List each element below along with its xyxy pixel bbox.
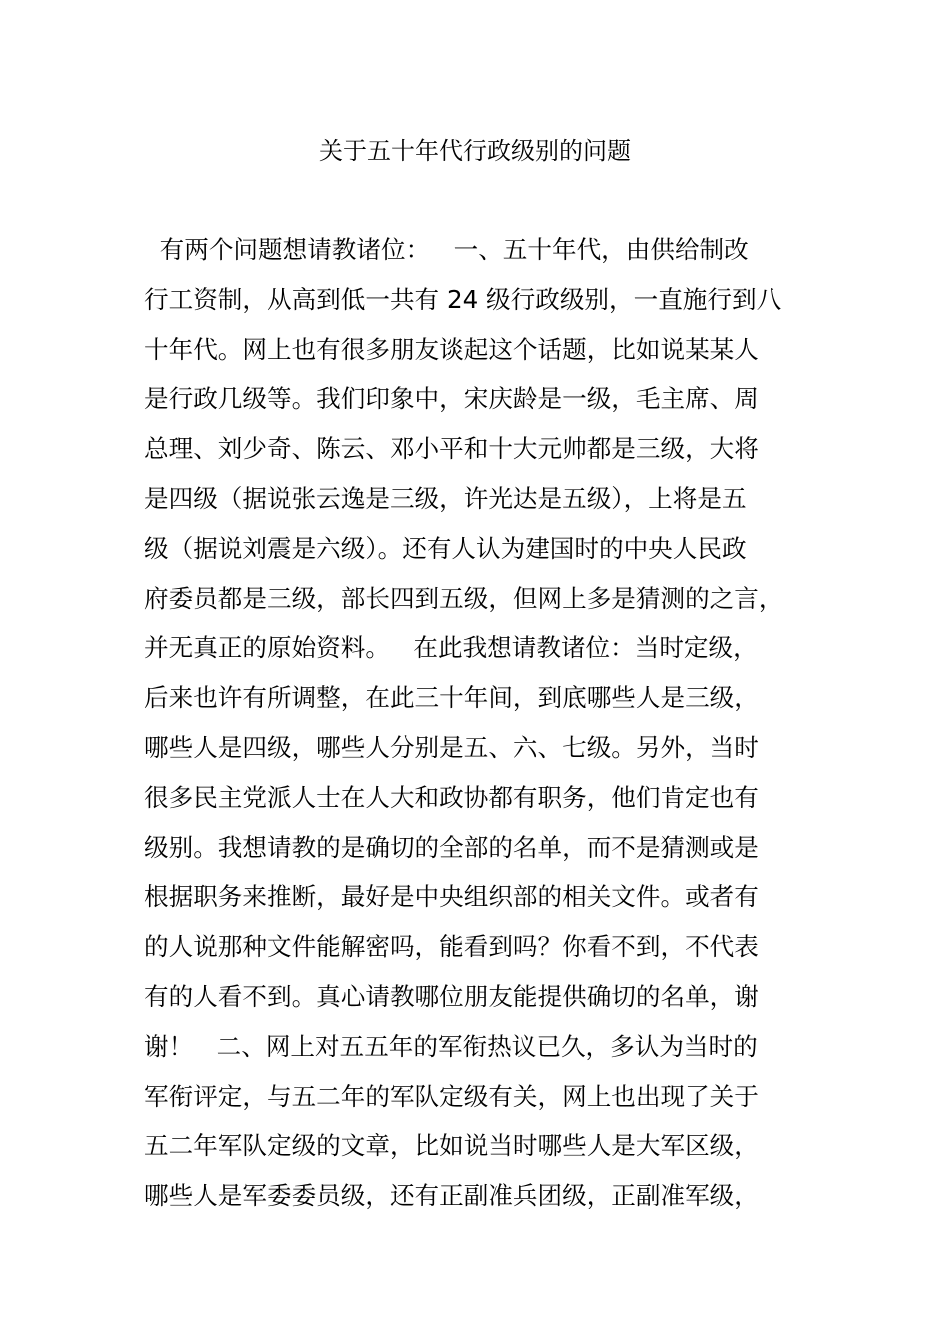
body-line: 是行政几级等。我们印象中，宋庆龄是一级，毛主席、周 bbox=[144, 384, 759, 414]
document-body bbox=[144, 230, 824, 1226]
body-line: 府委员都是三级，部长四到五级，但网上多是猜测的之言， bbox=[144, 583, 784, 613]
body-line: 并无真正的原始资料。 在此我想请教诸位：当时定级， bbox=[144, 633, 758, 663]
body-line: 哪些人是四级，哪些人分别是五、六、七级。另外，当时 bbox=[144, 732, 759, 762]
body-line: 哪些人是军委委员级，还有正副准兵团级，正副准军级， bbox=[144, 1181, 759, 1211]
body-line: 是四级（据说张云逸是三级，许光达是五级），上将是五 bbox=[144, 483, 747, 513]
body-line: 谢！ 二、网上对五五年的军衔热议已久，多认为当时的 bbox=[144, 1031, 758, 1061]
body-line: 行工资制，从高到低一共有 24 级行政级别，一直施行到八 bbox=[144, 284, 782, 314]
body-line: 级（据说刘震是六级）。还有人认为建国时的中央人民政 bbox=[144, 533, 747, 563]
body-line: 五二年军队定级的文章，比如说当时哪些人是大军区级， bbox=[144, 1131, 759, 1161]
body-line: 有两个问题想请教诸位： 一、五十年代，由供给制改 bbox=[144, 235, 749, 264]
body-line: 十年代。网上也有很多朋友谈起这个话题，比如说某某人 bbox=[144, 334, 759, 364]
body-line: 有的人看不到。真心请教哪位朋友能提供确切的名单，谢 bbox=[144, 981, 759, 1011]
body-line: 总理、刘少奇、陈云、邓小平和十大元帅都是三级，大将 bbox=[144, 434, 759, 464]
body-line: 后来也许有所调整，在此三十年间，到底哪些人是三级， bbox=[144, 683, 759, 713]
body-line: 级别。我想请教的是确切的全部的名单，而不是猜测或是 bbox=[144, 832, 759, 862]
body-line: 的人说那种文件能解密吗，能看到吗？你看不到，不代表 bbox=[144, 932, 759, 962]
body-line: 根据职务来推断，最好是中央组织部的相关文件。或者有 bbox=[144, 882, 759, 912]
body-line: 军衔评定，与五二年的军队定级有关，网上也出现了关于 bbox=[144, 1081, 759, 1111]
body-line: 很多民主党派人士在人大和政协都有职务，他们肯定也有 bbox=[144, 782, 759, 812]
document-title: 关于五十年代行政级别的问题 bbox=[319, 137, 631, 165]
